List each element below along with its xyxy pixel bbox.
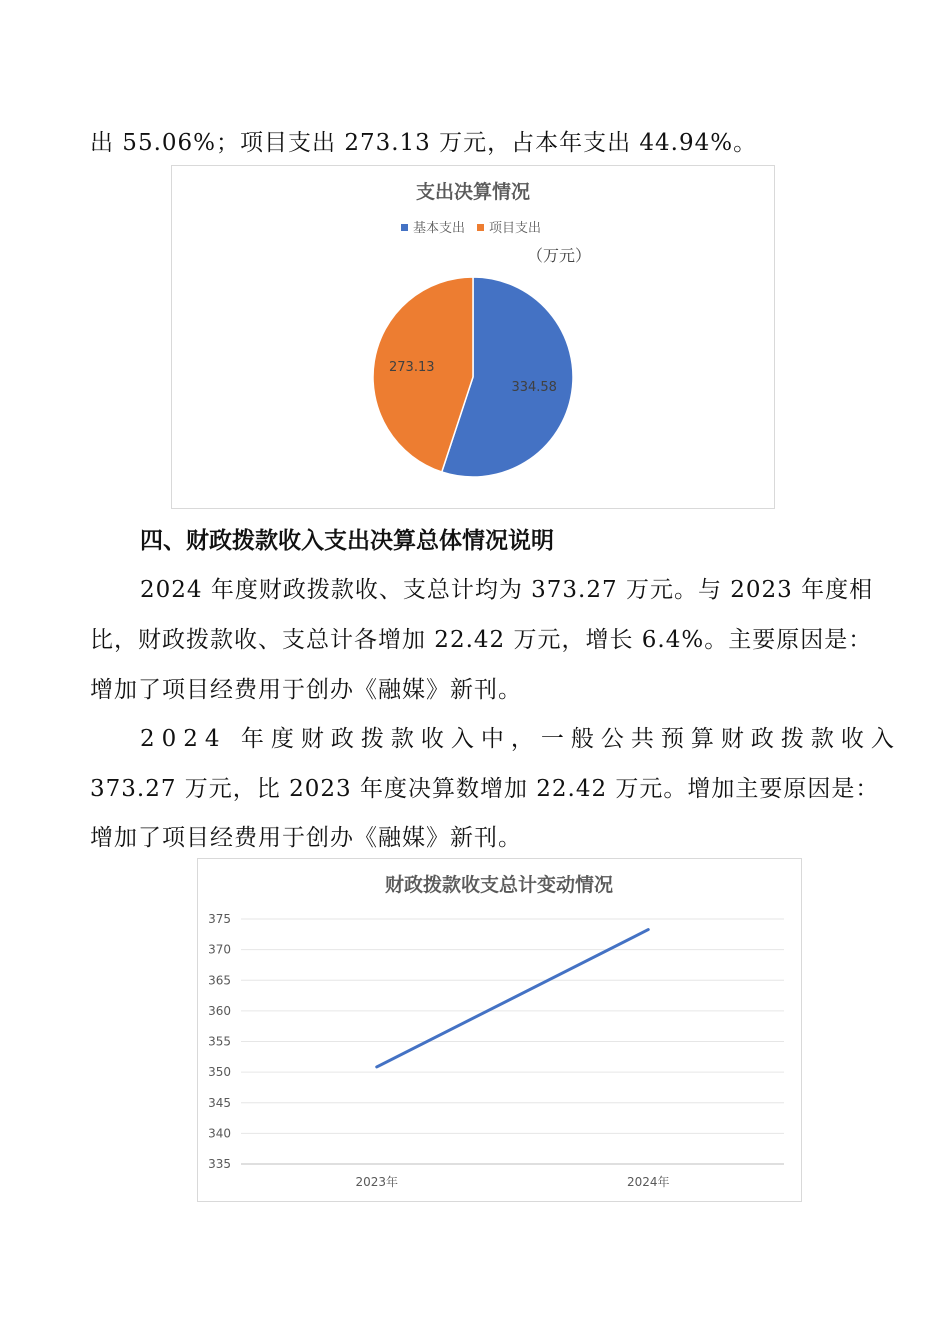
legend-swatch-basic (401, 224, 408, 231)
paragraph-line: 2024 年度财政拨款收、支总计均为 373.27 万元。与 2023 年度相 (140, 577, 874, 603)
pie-chart-svg (172, 166, 774, 508)
legend-swatch-project (477, 224, 484, 231)
paragraph-line: 373.27 万元，比 2023 年度决算数增加 22.42 万元。增加主要原因是： (90, 776, 880, 802)
x-tick-label: 2024年 (626, 1175, 670, 1189)
line-chart (197, 858, 802, 1202)
y-tick-label: 375 (208, 912, 231, 926)
series-line-0 (377, 930, 649, 1067)
pie-data-label-0: 334.58 (511, 379, 557, 395)
section-heading: 四、财政拨款收入支出决算总体情况说明 (140, 528, 554, 554)
chart-title: 支出决算情况 (415, 181, 531, 203)
chart-title: 财政拨款收支总计变动情况 (384, 874, 614, 896)
paragraph-line: 比，财政拨款收、支总计各增加 22.42 万元，增长 6.4%。主要原因是： (90, 627, 873, 653)
y-tick-label: 355 (208, 1034, 231, 1049)
unit-note: （万元） (527, 246, 592, 265)
paragraph-line: 2024 年度财政拨款收入中，一般公共预算财政拨款收入 (140, 726, 901, 752)
y-tick-label: 365 (208, 973, 231, 988)
paragraph-line: 增加了项目经费用于创办《融媒》新刊。 (90, 677, 522, 703)
legend-label-basic: 基本支出 (413, 221, 466, 236)
legend-label-project: 项目支出 (489, 221, 542, 236)
pie-data-label-1: 273.13 (389, 360, 435, 376)
y-tick-label: 360 (208, 1003, 231, 1018)
paragraph-line: 出 55.06%；项目支出 273.13 万元，占本年支出 44.94%。 (90, 130, 758, 156)
y-tick-label: 340 (208, 1126, 231, 1141)
y-tick-label: 350 (208, 1065, 231, 1080)
paragraph-line: 增加了项目经费用于创办《融媒》新刊。 (90, 825, 522, 851)
y-tick-label: 345 (208, 1095, 231, 1110)
line-chart-svg (198, 859, 801, 1201)
pie-chart (171, 165, 775, 509)
y-tick-label: 335 (208, 1157, 231, 1171)
x-tick-label: 2023年 (355, 1175, 399, 1189)
y-tick-label: 370 (208, 942, 231, 957)
